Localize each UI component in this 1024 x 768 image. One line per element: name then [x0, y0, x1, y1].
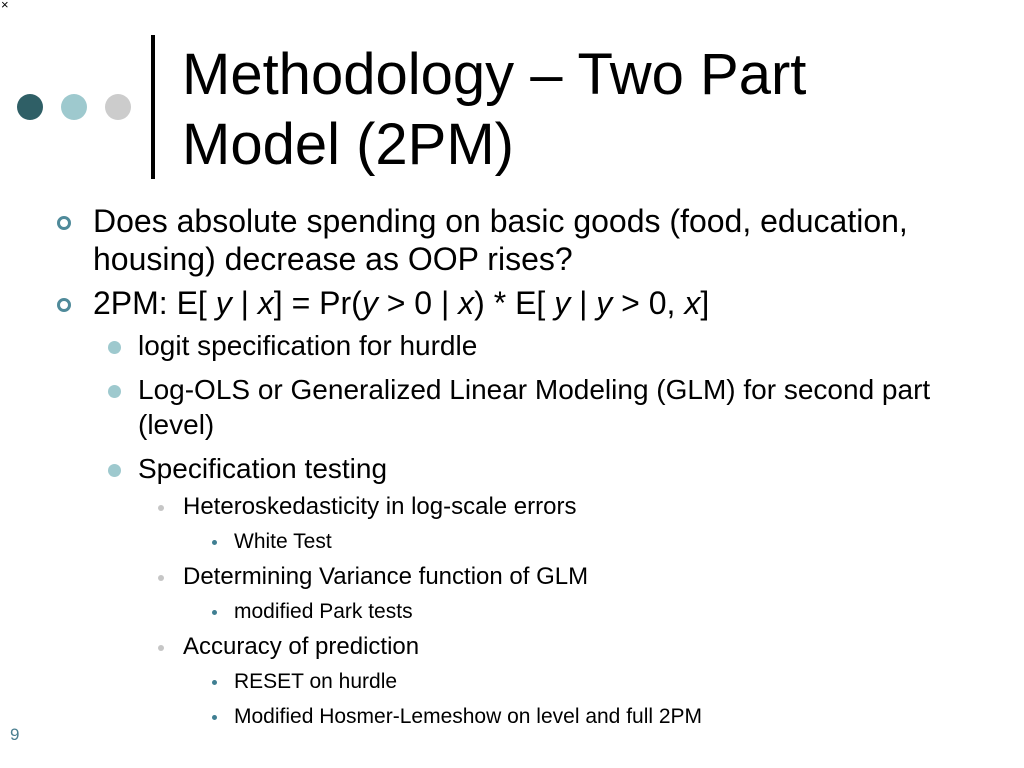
- sub-bullet-item: [0, 372, 938, 442]
- formula-var: y: [215, 285, 232, 321]
- bullet-text: Accuracy of prediction: [183, 633, 420, 660]
- title-divider: [151, 35, 155, 179]
- formula-part: > 0,: [612, 285, 685, 321]
- dot-bullet-icon: [108, 464, 121, 477]
- fourth-level-bullet-item: [0, 527, 994, 557]
- sub-sub-bullet-item: [0, 492, 963, 522]
- formula-part: |: [570, 285, 597, 321]
- formula-part: |: [231, 285, 258, 321]
- fourth-level-bullet-item: [0, 597, 994, 627]
- bullet-text: White Test: [234, 530, 332, 553]
- formula-part: > 0 |: [377, 285, 459, 321]
- formula-var: x: [257, 285, 274, 321]
- formula-part: ) * E[: [474, 285, 555, 321]
- formula-var: y: [554, 285, 571, 321]
- bullet-text: Does absolute spending on basic goods (food, education, housing) decrease as OOP rises?: [93, 203, 908, 277]
- formula-var: y: [596, 285, 613, 321]
- gray-dot-icon: [105, 94, 131, 120]
- tiny-dot-bullet-icon: [212, 540, 217, 545]
- page-number: 9: [10, 725, 20, 744]
- slide-title: [182, 40, 1002, 180]
- ring-bullet-icon: [57, 298, 71, 312]
- bullet-text: modified Park tests: [234, 600, 413, 623]
- sub-bullet-item: [0, 328, 938, 363]
- small-dot-bullet-icon: [158, 505, 164, 511]
- sub-sub-bullet-item: [0, 632, 963, 662]
- bullet-text: Heteroskedasticity in log-scale errors: [183, 493, 577, 520]
- tiny-dot-bullet-icon: [212, 715, 217, 720]
- sub-sub-bullet-item: [0, 562, 963, 592]
- ring-bullet-icon: [57, 216, 71, 230]
- bullet-text: logit specification for hurdle: [138, 330, 478, 361]
- bullet-list: [0, 202, 1024, 737]
- slide-title-line1: Methodology – Two Part: [182, 42, 807, 107]
- bullet-text: Determining Variance function of GLM: [183, 563, 589, 590]
- small-dot-bullet-icon: [158, 645, 164, 651]
- formula-text: [93, 285, 709, 321]
- formula-var: y: [361, 285, 378, 321]
- formula-var: x: [684, 285, 701, 321]
- dot-bullet-icon: [108, 385, 121, 398]
- small-dot-bullet-icon: [158, 575, 164, 581]
- sub-bullet-item: [0, 451, 938, 486]
- bullet-text: Modified Hosmer-Lemeshow on level and full 2PM: [234, 705, 703, 728]
- tiny-dot-bullet-icon: [212, 610, 217, 615]
- bullet-text: Log-OLS or Generalized Linear Modeling (GLM) for second part (level): [138, 374, 931, 440]
- close-icon[interactable]: ×: [1, 0, 9, 12]
- formula-part: ] = Pr(: [273, 285, 362, 321]
- bullet-text: RESET on hurdle: [234, 670, 398, 693]
- decorative-dots: [17, 94, 137, 120]
- bullet-text: Specification testing: [138, 453, 388, 484]
- teal-dot-icon: [61, 94, 87, 120]
- dot-bullet-icon: [108, 341, 121, 354]
- formula-part: 2PM: E[: [93, 285, 216, 321]
- formula-part: ]: [700, 285, 710, 321]
- bullet-item: [0, 202, 973, 278]
- formula-var: x: [458, 285, 475, 321]
- fourth-level-bullet-item: [0, 667, 994, 697]
- dark-dot-icon: [17, 94, 43, 120]
- tiny-dot-bullet-icon: [212, 680, 217, 685]
- slide-title-line2: Model (2PM): [182, 112, 514, 177]
- bullet-item: [0, 284, 973, 322]
- fourth-level-bullet-item: [0, 702, 994, 732]
